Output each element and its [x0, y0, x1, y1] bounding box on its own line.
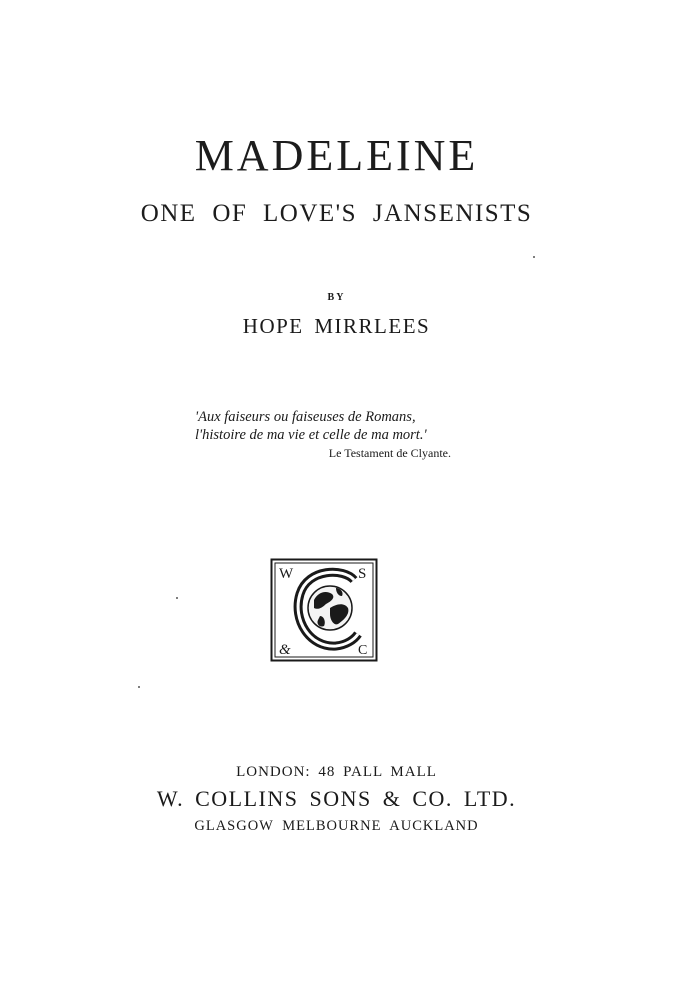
- print-speck: [138, 686, 140, 688]
- print-speck: [176, 597, 178, 599]
- publisher-emblem-icon: [270, 558, 378, 662]
- imprint-place: LONDON: 48 PALL MALL: [236, 764, 437, 780]
- epigraph-line-2: l'histoire de ma vie et celle de ma mort.': [195, 427, 427, 443]
- emblem-letter-ampersand: &: [279, 642, 291, 658]
- epigraph-line-1: 'Aux faiseurs ou faiseuses de Romans,: [195, 409, 416, 425]
- imprint-publisher: W. COLLINS SONS & CO. LTD.: [156, 786, 517, 811]
- book-title: MADELEINE: [194, 131, 479, 180]
- emblem-letter-s: S: [358, 566, 367, 582]
- emblem-letter-w: W: [279, 566, 294, 582]
- print-speck: [533, 256, 535, 258]
- epigraph-attribution: Le Testament de Clyante.: [328, 446, 451, 460]
- by-label: BY: [327, 292, 346, 303]
- book-subtitle: ONE OF LOVE'S JANSENISTS: [140, 200, 533, 227]
- author-name: HOPE MIRRLEES: [242, 314, 431, 338]
- emblem-letter-c: C: [358, 643, 368, 658]
- imprint-cities: GLASGOW MELBOURNE AUCKLAND: [194, 818, 479, 834]
- epigraph: [195, 408, 485, 462]
